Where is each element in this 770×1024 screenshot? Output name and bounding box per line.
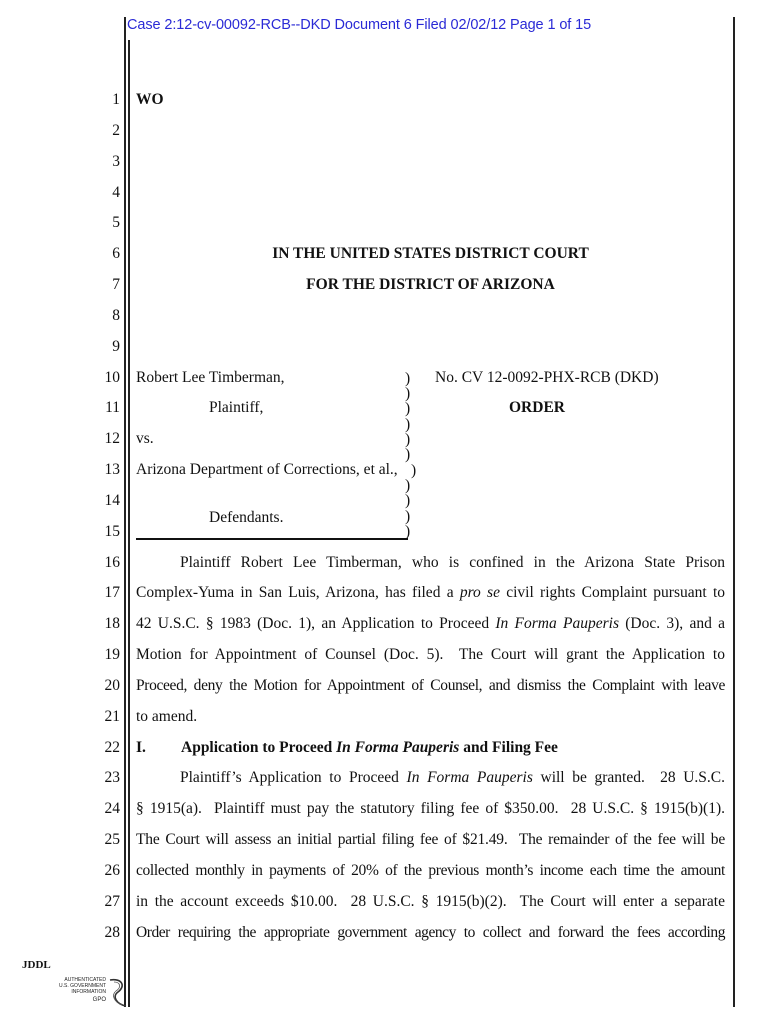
line-number: 6 [112,245,120,262]
caption-paren: ) [405,400,411,417]
line-number: 4 [112,184,120,201]
line-number: 28 [104,924,120,941]
caption-paren: ) [405,416,411,433]
body-line-16: Plaintiff Robert Lee Timberman, who is confined in the Arizona State Prison [180,554,725,571]
caption-paren: ) [405,477,411,494]
body-line-20: Proceed, deny the Motion for Appointment of Counsel, and dismiss the Complaint with leave [136,677,725,694]
line-number: 23 [104,769,120,786]
body-line-28: Order requiring the appropriate government agency to collect and forward the fees according [136,924,725,941]
body-line-21: to amend. [136,708,198,725]
line-number: 11 [105,399,120,416]
case-number: No. CV 12-0092-PHX-RCB (DKD) [435,369,659,386]
jddl-initials: JDDL [22,959,51,971]
gpo-authentication-seal [38,976,130,1012]
line-number: 10 [104,369,120,386]
line-number: 3 [112,153,120,170]
court-name: IN THE UNITED STATES DISTRICT COURT [272,245,589,262]
order-title: ORDER [509,399,565,416]
gpo-text-information: INFORMATION [71,989,106,995]
left-margin-rule-inner [128,40,130,1007]
filing-header: Case 2:12-cv-00092-RCB--DKD Document 6 Filed 02/02/12 Page 1 of 15 [127,17,592,33]
section-heading-number: I. [136,739,146,756]
section-heading: Application to Proceed In Forma Pauperis and Filing Fee [181,739,558,756]
line-number: 7 [112,276,120,293]
line-number: 15 [104,523,120,540]
line-number: 13 [104,461,120,478]
line-number: 16 [104,554,120,571]
line-number: 5 [112,214,120,231]
line-number: 20 [104,677,120,694]
caption-paren: ) [405,508,411,525]
caption-underline [136,538,408,540]
gpo-eagle-icon [106,976,130,1012]
line-number: 19 [104,646,120,663]
caption-paren: ) [405,492,411,509]
line-number: 17 [104,584,120,601]
body-line-27: in the account exceeds $10.00. 28 U.S.C. § 1915(b)(2). The Court will enter a separate [136,893,725,910]
line-number: 26 [104,862,120,879]
left-margin-rule-outer [124,17,126,1007]
body-line-26: collected monthly in payments of 20% of the previous month’s income each time the amount [136,862,725,879]
line-number: 21 [104,708,120,725]
body-line-17: Complex-Yuma in San Luis, Arizona, has filed a pro se civil rights Complaint pursuant to [136,584,726,601]
line-number: 1 [112,91,120,108]
line-number: 18 [104,615,120,632]
caption-paren: ) [411,462,417,479]
right-margin-rule [733,17,735,1007]
line-number: 24 [104,800,120,817]
line-number: 8 [112,307,120,324]
line-number: 25 [104,831,120,848]
body-line-25: The Court will assess an initial partial filing fee of $21.49. The remainder of the fee will be [136,831,725,848]
caption-paren: ) [405,385,411,402]
gpo-text-authenticated: AUTHENTICATED [64,977,106,983]
line-number: 12 [104,430,120,447]
line-number: 22 [104,739,120,756]
body-line-24: § 1915(a). Plaintiff must pay the statutory filing fee of $350.00. 28 U.S.C. § 1915(b)(1). [136,800,725,817]
plaintiff-role: Plaintiff, [209,399,264,416]
caption-paren: ) [405,523,411,540]
defendant-name: Arizona Department of Corrections, et al., [136,461,398,478]
body-line-18: 42 U.S.C. § 1983 (Doc. 1), an Application to Proceed In Forma Pauperis (Doc. 3), and a [136,615,725,632]
gpo-text-gpo: GPO [92,997,106,1003]
defendant-role: Defendants. [209,509,284,526]
line-number: 2 [112,122,120,139]
caption-paren: ) [405,446,411,463]
caption-paren: ) [405,431,411,448]
wo-mark: WO [136,91,164,108]
line-number: 27 [104,893,120,910]
body-line-23: Plaintiff’s Application to Proceed In Forma Pauperis will be granted. 28 U.S.C. [180,769,726,786]
gpo-text-government: U.S. GOVERNMENT [59,983,106,989]
body-line-19: Motion for Appointment of Counsel (Doc. 5). The Court will grant the Application to [136,646,725,663]
versus: vs. [136,430,154,447]
court-district: FOR THE DISTRICT OF ARIZONA [306,276,555,293]
plaintiff-name: Robert Lee Timberman, [136,369,285,386]
caption-paren: ) [405,370,411,387]
line-number: 9 [112,338,120,355]
line-number: 14 [104,492,120,509]
